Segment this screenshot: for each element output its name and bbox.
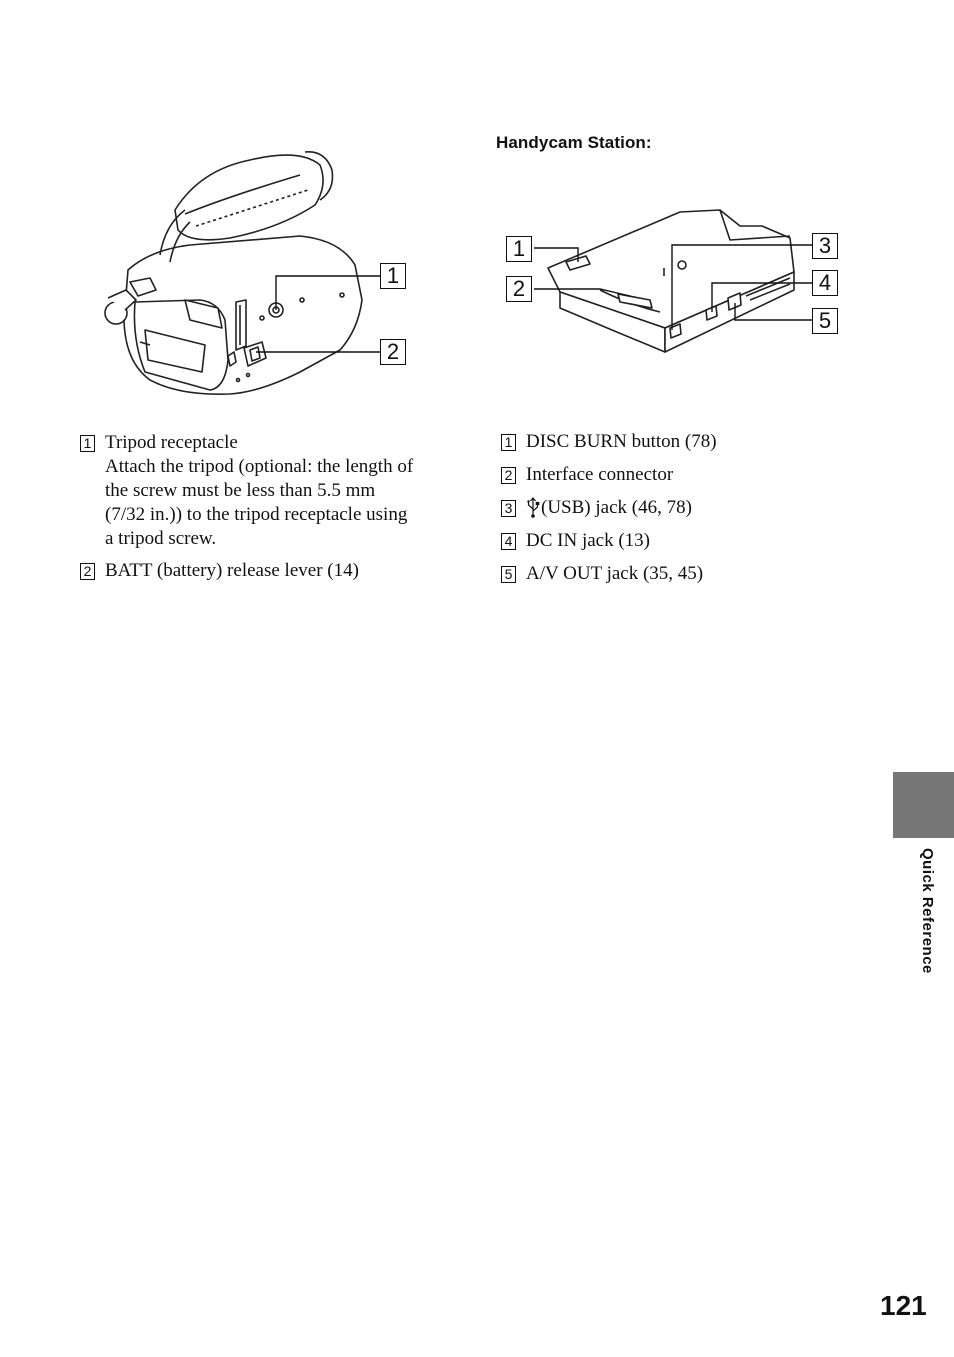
- station-item-text: DC IN jack (13): [526, 530, 650, 551]
- usb-icon: [526, 497, 540, 519]
- camera-item-2-title: BATT (battery) release lever (14): [105, 560, 359, 581]
- callout-disc-burn-button: 1: [506, 236, 532, 262]
- station-item-text: (USB) jack (46, 78): [541, 497, 692, 518]
- callout-interface-connector: 2: [506, 276, 532, 302]
- station-item-text: DISC BURN button (78): [526, 431, 717, 452]
- callout-usb-jack: 3: [812, 233, 838, 259]
- item-number-box: 3: [501, 500, 516, 517]
- callout-dc-in-jack: 4: [812, 270, 838, 296]
- section-label: Quick Reference: [919, 848, 936, 974]
- item-number-box: 1: [80, 435, 95, 452]
- callout-av-out-jack: 5: [812, 308, 838, 334]
- camera-item-1-title: Tripod receptacle: [105, 432, 238, 453]
- callout-tripod-receptacle: 1: [380, 263, 406, 289]
- page-number: 121: [880, 1290, 927, 1321]
- camera-item-1-line: a tripod screw.: [105, 528, 217, 549]
- callout-batt-release-lever: 2: [380, 339, 406, 365]
- section-tab: [893, 772, 954, 838]
- item-number-box: 4: [501, 533, 516, 550]
- camera-item-1-line: Attach the tripod (optional: the length of: [105, 456, 414, 477]
- station-item-text: Interface connector: [526, 464, 674, 485]
- item-number-box: 5: [501, 566, 516, 583]
- camera-item-1-line: (7/32 in.)) to the tripod receptacle using: [105, 504, 408, 525]
- station-item-text: A/V OUT jack (35, 45): [526, 563, 704, 584]
- station-heading: Handycam Station:: [496, 133, 652, 152]
- item-number-box: 2: [80, 563, 95, 580]
- item-number-box: 1: [501, 434, 516, 451]
- camera-item-1-line: the screw must be less than 5.5 mm: [105, 480, 376, 501]
- item-number-box: 2: [501, 467, 516, 484]
